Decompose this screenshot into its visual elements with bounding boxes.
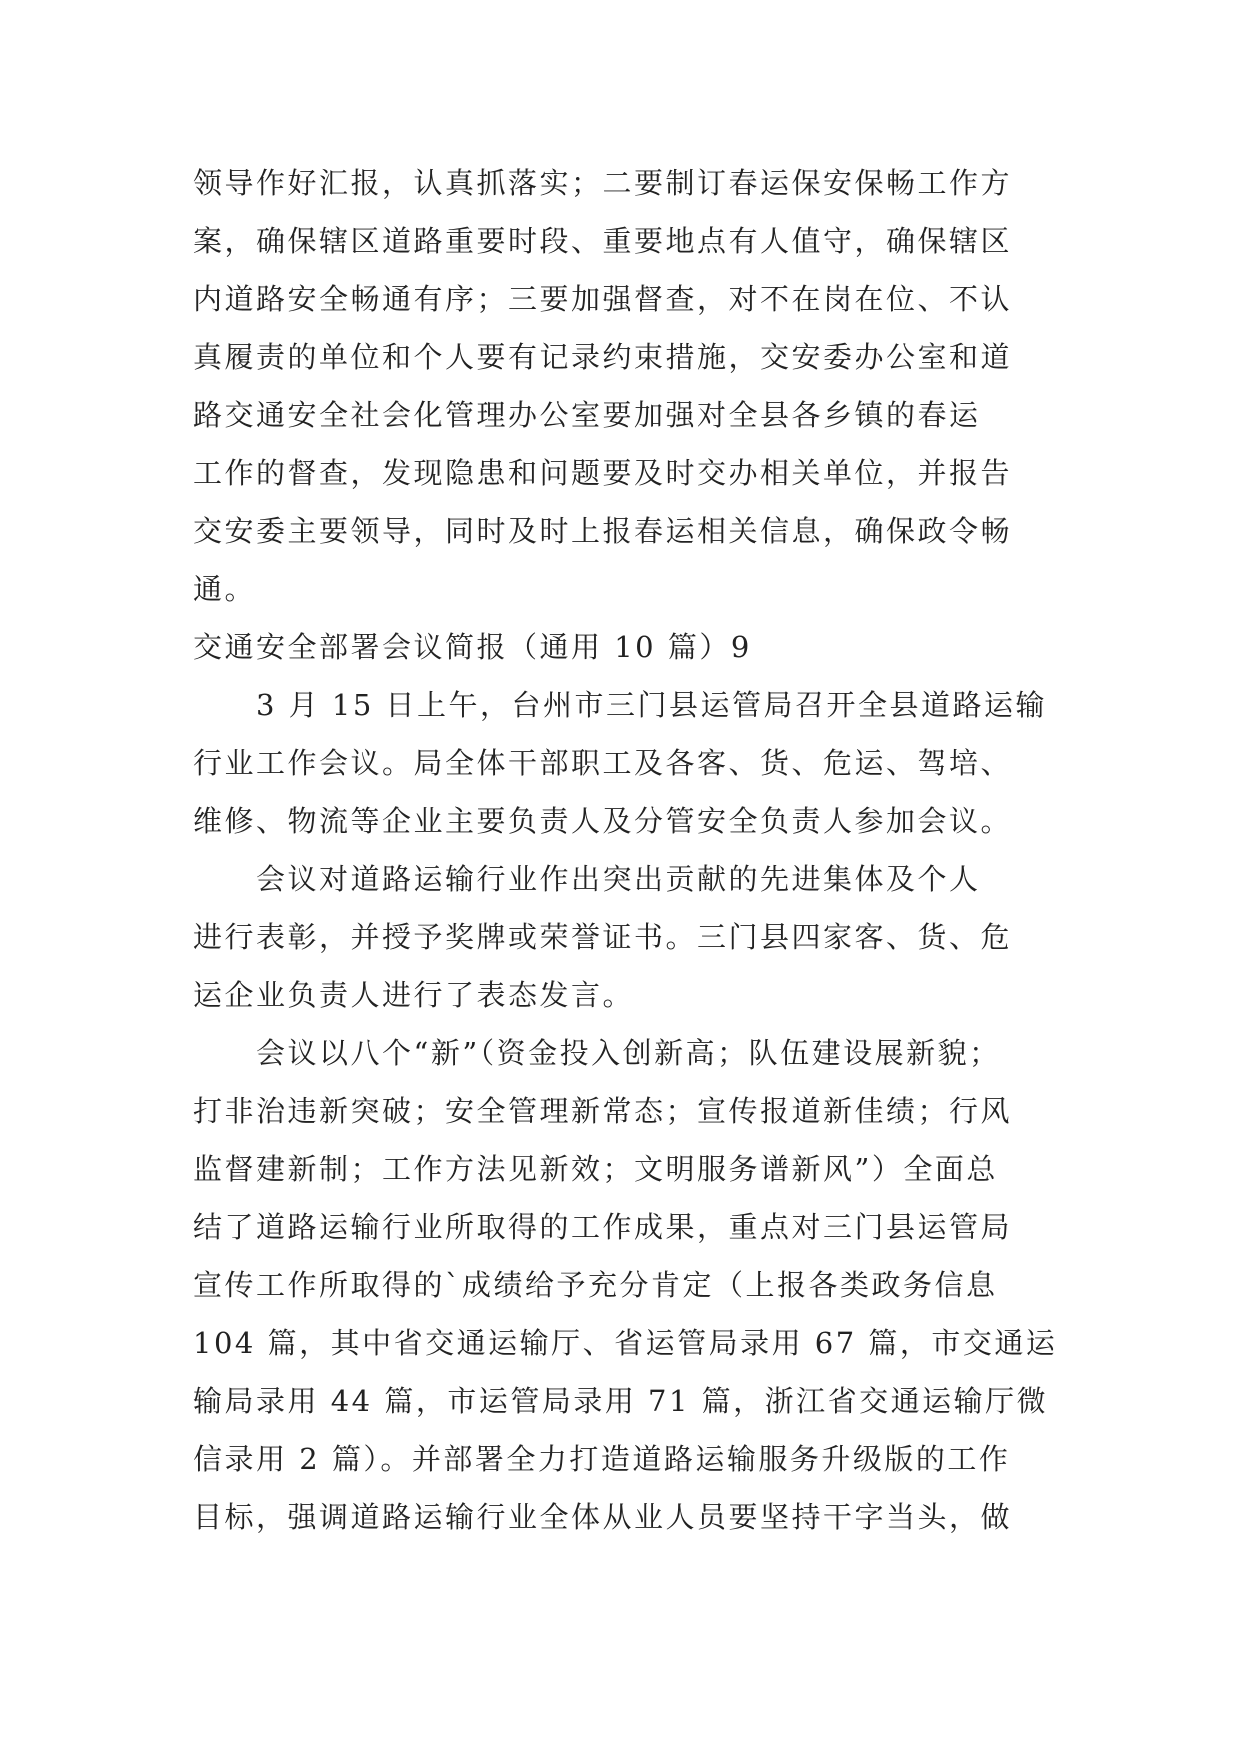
text-line: 104 篇，其中省交通运输厅、省运管局录用 67 篇，市交通运 [193,1326,1058,1360]
text-line: 目标，强调道路运输行业全体从业人员要坚持干字当头，做 [193,1500,1013,1534]
text-line: 路交通安全社会化管理办公室要加强对全县各乡镇的春运 [193,398,981,432]
text-line: 信录用 2 篇）。并部署全力打造道路运输服务升级版的工作 [193,1442,1011,1476]
text-line: 交安委主要领导，同时及时上报春运相关信息，确保政令畅 [193,514,1013,548]
text-line: 输局录用 44 篇，市运管局录用 71 篇，浙江省交通运输厅微 [193,1384,1049,1418]
text-line: 内道路安全畅通有序；三要加强督查，对不在岗在位、不认 [193,282,1013,316]
text-line: 行业工作会议。局全体干部职工及各客、货、危运、驾培、 [193,746,1013,780]
text-line: 通。 [193,572,257,606]
text-line: 进行表彰，并授予奖牌或荣誉证书。三门县四家客、货、危 [193,920,1013,954]
section-heading: 交通安全部署会议简报（通用 10 篇）9 [193,630,752,664]
text-line: 领导作好汇报，认真抓落实；二要制订春运保安保畅工作方 [193,166,1013,200]
text-line: 运企业负责人进行了表态发言。 [193,978,635,1012]
document-body [193,154,1073,1546]
text-line: 宣传工作所取得的`成绩给予充分肯定（上报各类政务信息 [193,1268,998,1302]
text-line: 监督建新制；工作方法见新效；文明服务谱新风”）全面总 [193,1152,998,1186]
text-line: 真履责的单位和个人要有记录约束措施，交安委办公室和道 [193,340,1013,374]
text-line: 维修、物流等企业主要负责人及分管安全负责人参加会议。 [193,804,1013,838]
text-line: 案，确保辖区道路重要时段、重要地点有人值守，确保辖区 [193,224,1013,258]
text-line: 会议以八个“新”（资金投入创新高；队伍建设展新貌； [193,1036,1001,1070]
text-line: 打非治违新突破；安全管理新常态；宣传报道新佳绩；行风 [193,1094,1013,1128]
text-line: 结了道路运输行业所取得的工作成果，重点对三门县运管局 [193,1210,1013,1244]
text-line: 3 月 15 日上午，台州市三门县运管局召开全县道路运输 [193,688,1048,722]
text-line: 会议对道路运输行业作出突出贡献的先进集体及个人 [193,862,981,896]
text-line: 工作的督查，发现隐患和问题要及时交办相关单位，并报告 [193,456,1013,490]
